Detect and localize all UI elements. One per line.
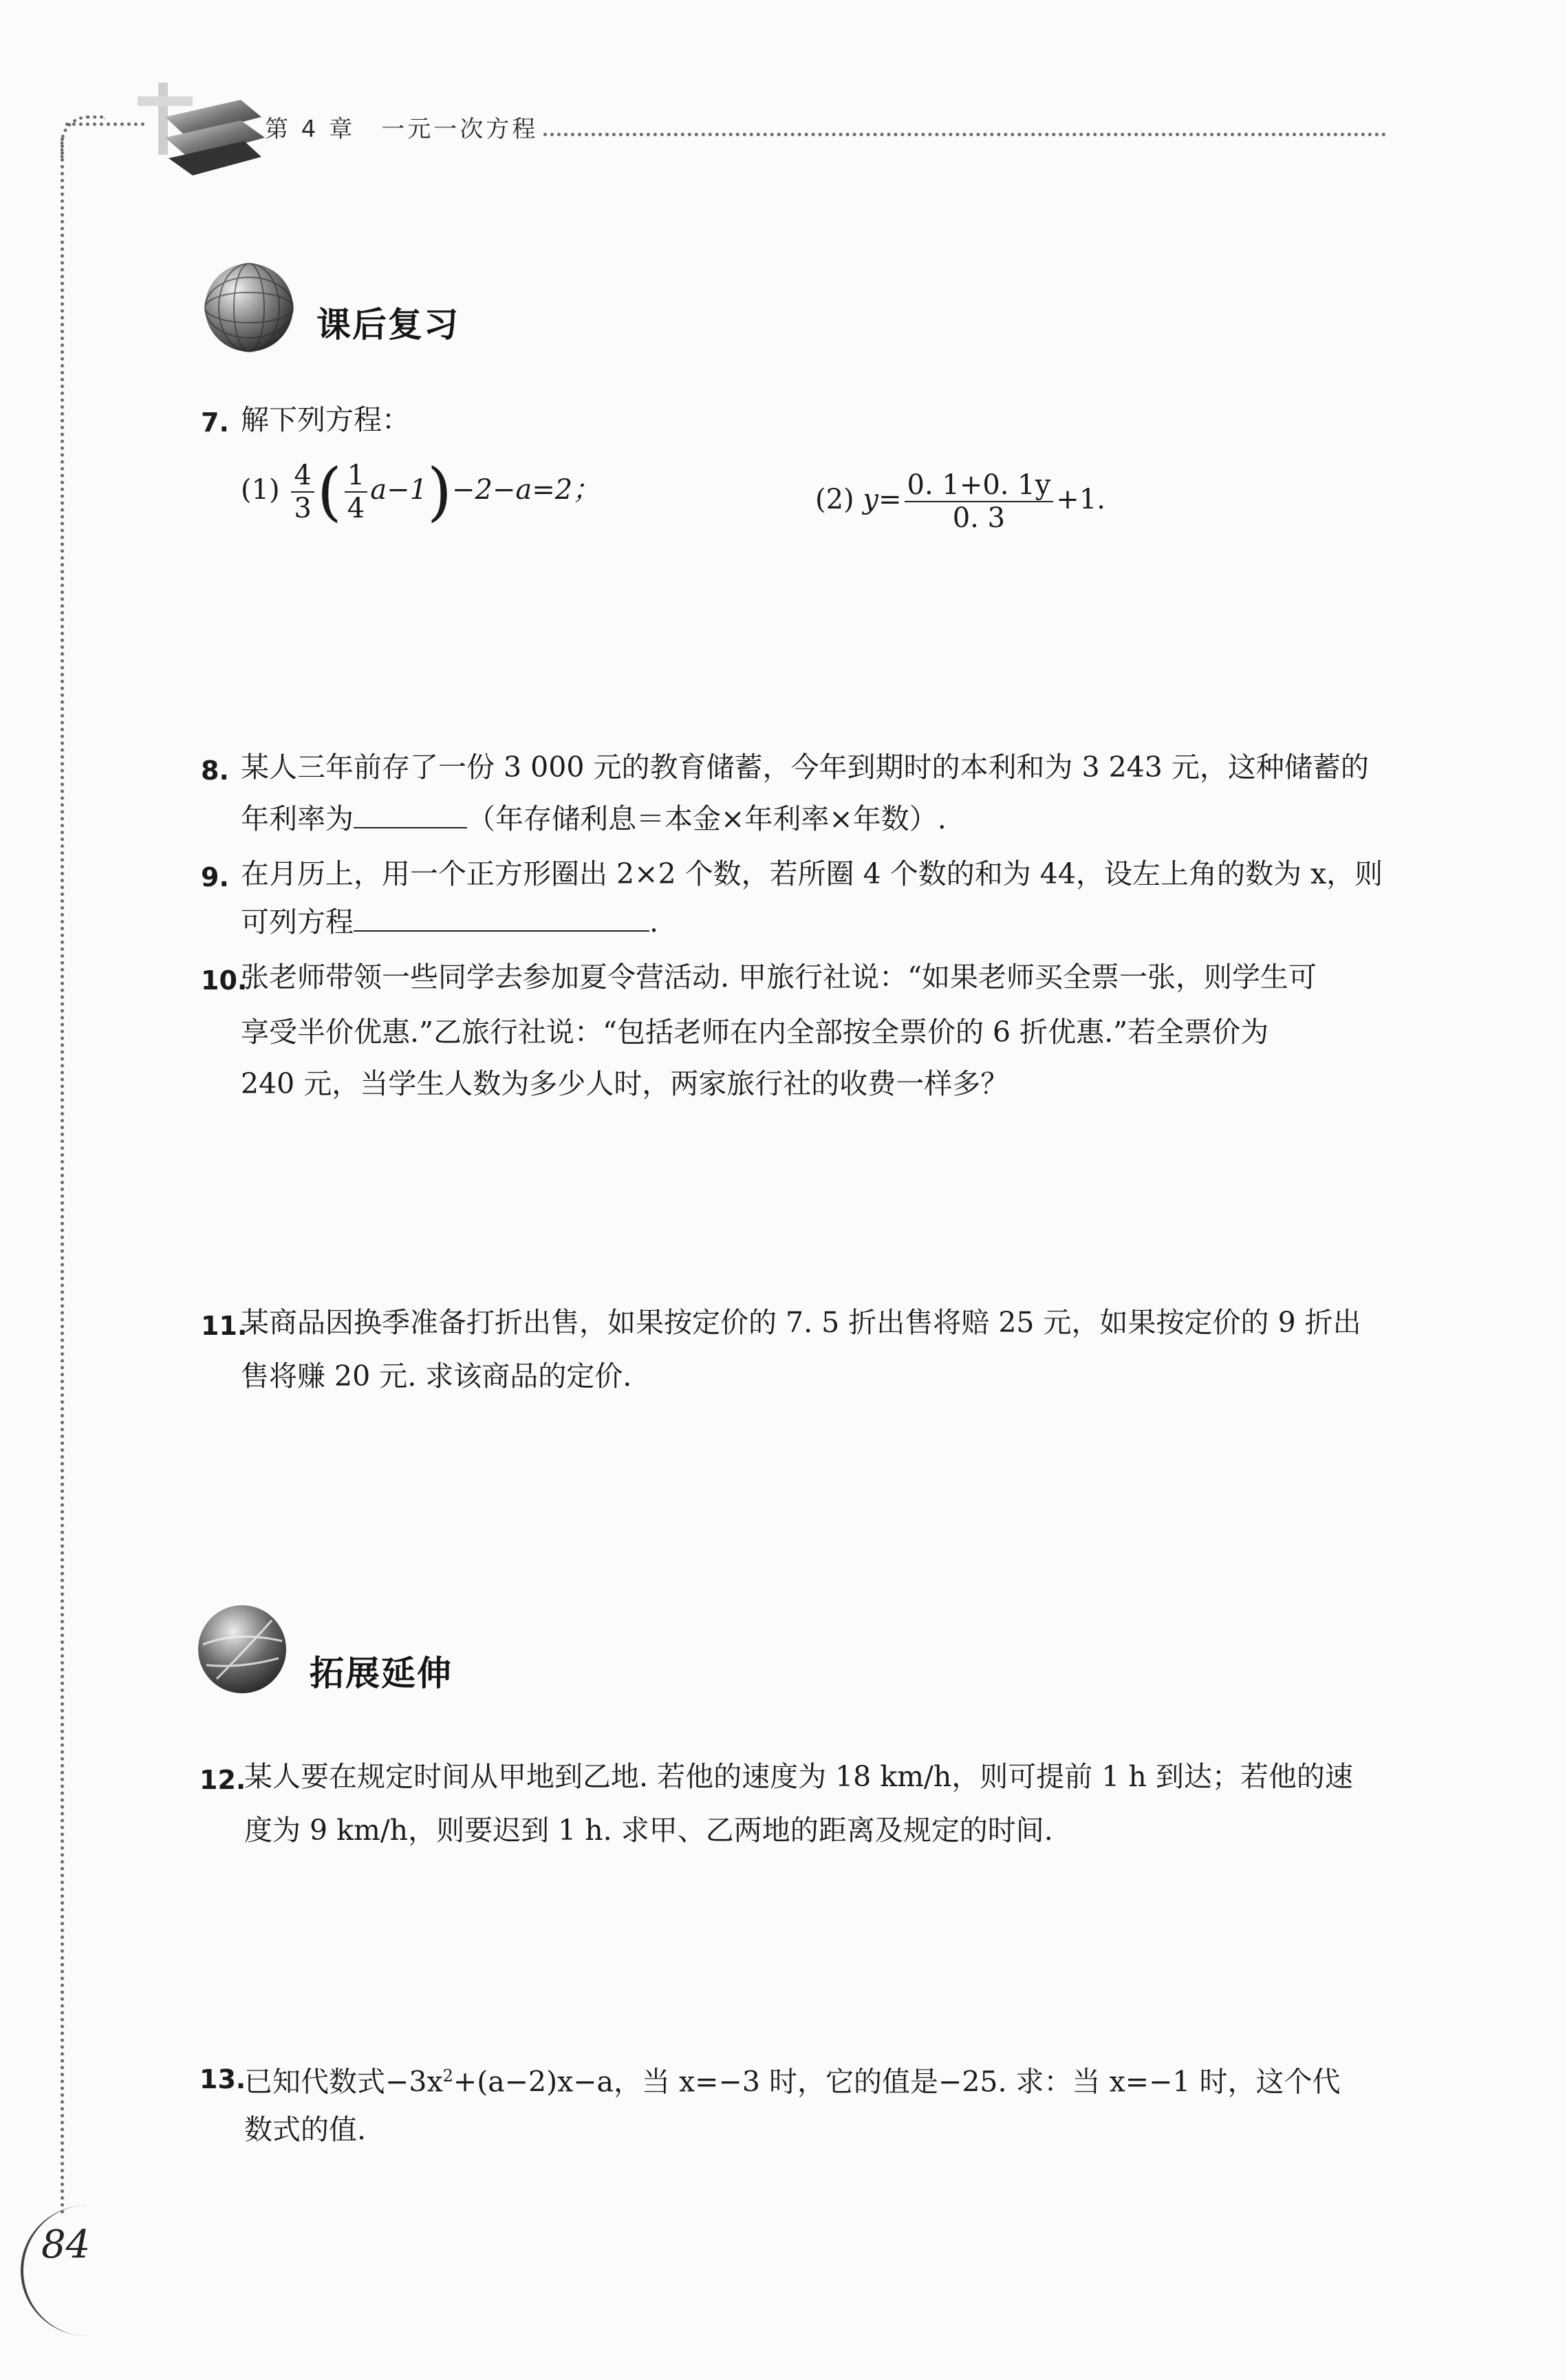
problem-text: 解下列方程： — [241, 403, 410, 436]
problem-number: 9. — [201, 862, 229, 892]
problem-number: 11. — [201, 1311, 248, 1341]
problem-text: 某人要在规定时间从甲地到乙地. 若他的速度为 18 km/h，则可提前 1 h 到达；若他的速 — [244, 1760, 1353, 1793]
problem-text: 年利率为 （年存储利息＝本金×年利率×年数）. — [241, 795, 947, 843]
sphere-icon — [196, 1603, 289, 1696]
fraction: $\frac{0. 1+0. 1y}{0. 3}$ — [905, 469, 1054, 534]
sphere-icon — [203, 261, 296, 354]
problem-text: 张老师带领一些同学去参加夏令营活动. 甲旅行社说：“如果老师买全票一张，则学生可 — [241, 961, 1317, 994]
problem-number: 8. — [201, 755, 229, 786]
problem-text: 某人三年前存了一份 3 000 元的教育储蓄，今年到期时的本利和为 3 243 元，这种储蓄的 — [241, 751, 1369, 784]
problem-text: 240 元，当学生人数为多少人时，两家旅行社的收费一样多？ — [241, 1067, 1009, 1100]
equation-label: (1) — [241, 474, 280, 506]
problem-text: 在月历上，用一个正方形圈出 2×2 个数，若所圈 4 个数的和为 44，设左上角的数为 x，则 — [241, 857, 1383, 890]
problem-text: 售将赚 20 元. 求该商品的定价. — [241, 1360, 632, 1393]
fraction: $\frac{1}{4}$ — [345, 460, 367, 524]
problem-text: 可列方程 . — [241, 898, 658, 946]
problem-number: 12. — [199, 1765, 246, 1795]
section-title-extension: 拓展延伸 — [310, 1653, 453, 1693]
chapter-title: 第 4 章 一元一次方程 — [265, 116, 539, 143]
equation-label: (2) — [815, 484, 854, 515]
problem-number: 7. — [201, 407, 229, 438]
problem-text: 某商品因换季准备打折出售，如果按定价的 7. 5 折出售将赔 25 元，如果按定价的 9 折出 — [241, 1306, 1361, 1339]
problem-text: 数式的值. — [244, 2113, 367, 2146]
answer-blank[interactable] — [354, 797, 467, 828]
header-dotted-line-right — [543, 133, 1386, 136]
problem-text: 已知代数式$-3x^2+(a-2)x-a$，当 x=−3 时，它的值是−25. 求：当 x=−1 时，这个代 — [244, 2065, 1341, 2099]
equation-2: (2) y= $\frac{0. 1+0. 1y}{0. 3}$ +1. — [815, 469, 1105, 534]
header-dotted-line-left — [65, 122, 144, 126]
page-number: 84 — [41, 2222, 91, 2267]
problem-number: 13. — [199, 2064, 246, 2094]
section-title-review: 课后复习 — [316, 305, 460, 345]
problem-text: 度为 9 km/h，则要迟到 1 h. 求甲、乙两地的距离及规定的时间. — [244, 1814, 1053, 1847]
chapter-books-logo-icon — [138, 69, 268, 179]
margin-dotted-line — [61, 138, 64, 2216]
problem-text: 享受半价优惠.”乙旅行社说：“包括老师在内全部按全票价的 6 折优惠.”若全票价为 — [241, 1016, 1269, 1049]
problem-number: 10. — [201, 965, 248, 996]
answer-blank[interactable] — [354, 900, 649, 932]
equation-1: (1) $\frac{4}{3}$ ( $\frac{1}{4}$ a−1)−2−a=2； — [241, 455, 601, 528]
fraction: $\frac{4}{3}$ — [291, 460, 314, 524]
